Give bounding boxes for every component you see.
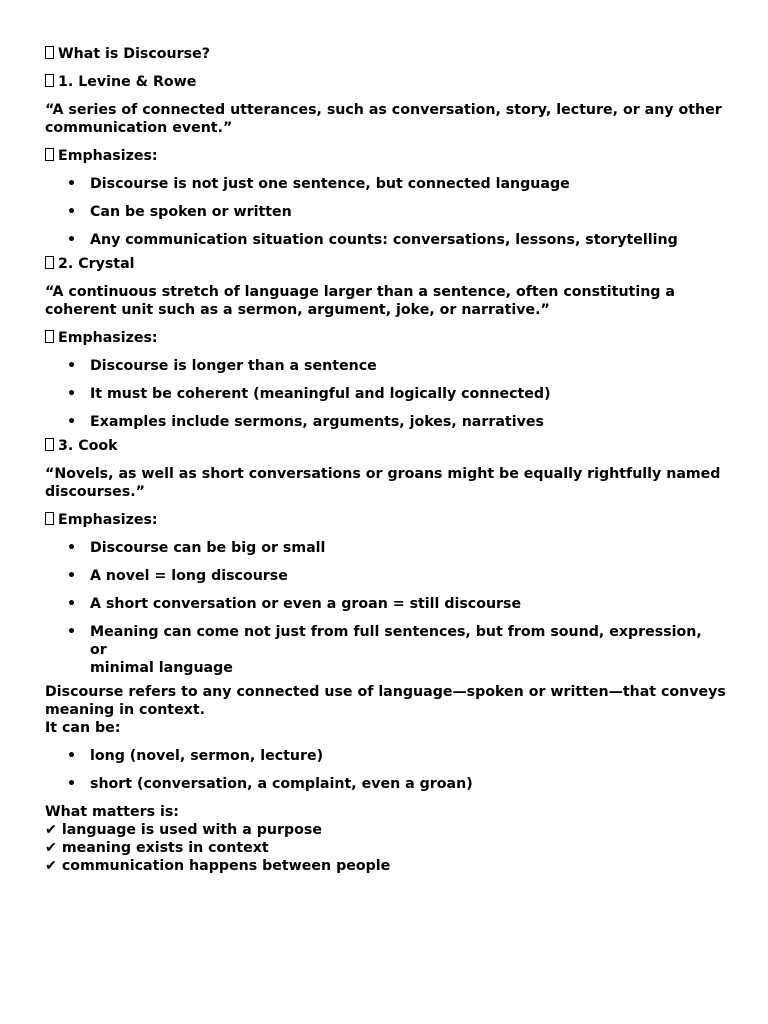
list-item: • Discourse can be big or small xyxy=(67,540,326,556)
bullet-icon: • xyxy=(67,776,77,792)
definition-quote: “A continuous stretch of language larger than a sentence, often constituting a coherent unit such as a sermon, argument, joke, or narrative.” xyxy=(45,284,675,318)
section-cook xyxy=(45,437,721,677)
what-matters-label: What matters is: xyxy=(45,804,179,820)
title-heading xyxy=(45,45,717,63)
length-list xyxy=(45,747,717,793)
bullet-icon: • xyxy=(67,624,77,640)
missing-glyph-icon xyxy=(45,148,54,161)
definition-quote: “A series of connected utterances, such as conversation, story, lecture, or any other communication event.” xyxy=(45,102,722,136)
bullet-icon: • xyxy=(67,204,77,220)
section-heading: 3. Cook xyxy=(45,437,717,455)
section-levine-rowe xyxy=(45,73,722,249)
section-heading: 2. Crystal xyxy=(45,255,717,273)
bullet-icon: • xyxy=(67,568,77,584)
section-heading: 1. Levine & Rowe xyxy=(45,73,717,91)
section-crystal xyxy=(45,255,717,431)
list-item: • Can be spoken or written xyxy=(67,204,292,220)
bullet-icon: • xyxy=(67,176,77,192)
list-item: • Discourse is longer than a sentence xyxy=(67,358,377,374)
check-item: ✔ meaning exists in context xyxy=(45,840,269,856)
bullet-icon: • xyxy=(67,414,77,430)
bullet-icon: • xyxy=(67,232,77,248)
definition-quote: “Novels, as well as short conversations or groans might be equally rightfully named discourses.” xyxy=(45,466,721,500)
list-item: • Examples include sermons, arguments, jokes, narratives xyxy=(67,414,544,430)
emphasis-list xyxy=(45,357,717,431)
list-item: • It must be coherent (meaningful and logically connected) xyxy=(67,386,551,402)
bullet-icon: • xyxy=(67,596,77,612)
bullet-icon: • xyxy=(67,748,77,764)
emphasis-list xyxy=(45,539,717,677)
check-item: ✔ language is used with a purpose xyxy=(45,822,322,838)
list-item: • A short conversation or even a groan = still discourse xyxy=(67,596,522,612)
list-item: • Any communication situation counts: conversations, lessons, storytelling xyxy=(67,232,678,248)
check-item: ✔ communication happens between people xyxy=(45,858,391,874)
missing-glyph-icon xyxy=(45,438,54,451)
missing-glyph-icon xyxy=(45,46,54,59)
list-item: • short (conversation, a complaint, even a groan) xyxy=(67,776,473,792)
missing-glyph-icon xyxy=(45,74,54,87)
summary-paragraph: Discourse refers to any connected use of language—spoken or written—that conveys meaning in context. It can be: xyxy=(45,684,726,736)
emphasizes-label: Emphasizes: xyxy=(45,329,717,347)
what-matters-block xyxy=(45,803,717,875)
emphasis-list xyxy=(45,175,717,249)
list-item: • A novel = long discourse xyxy=(67,568,288,584)
page-title: What is Discourse? xyxy=(58,46,210,62)
list-item: • Discourse is not just one sentence, but connected language xyxy=(67,176,570,192)
emphasizes-label: Emphasizes: xyxy=(45,147,717,165)
emphasizes-label: Emphasizes: xyxy=(45,511,717,529)
bullet-icon: • xyxy=(67,540,77,556)
bullet-icon: • xyxy=(67,358,77,374)
missing-glyph-icon xyxy=(45,256,54,269)
missing-glyph-icon xyxy=(45,330,54,343)
document xyxy=(45,45,726,875)
bullet-icon: • xyxy=(67,386,77,402)
summary-section xyxy=(45,683,726,875)
missing-glyph-icon xyxy=(45,512,54,525)
list-item: • long (novel, sermon, lecture) xyxy=(67,748,324,764)
list-item: • Meaning can come not just from full sentences, but from sound, expression, or minimal language xyxy=(67,624,702,676)
